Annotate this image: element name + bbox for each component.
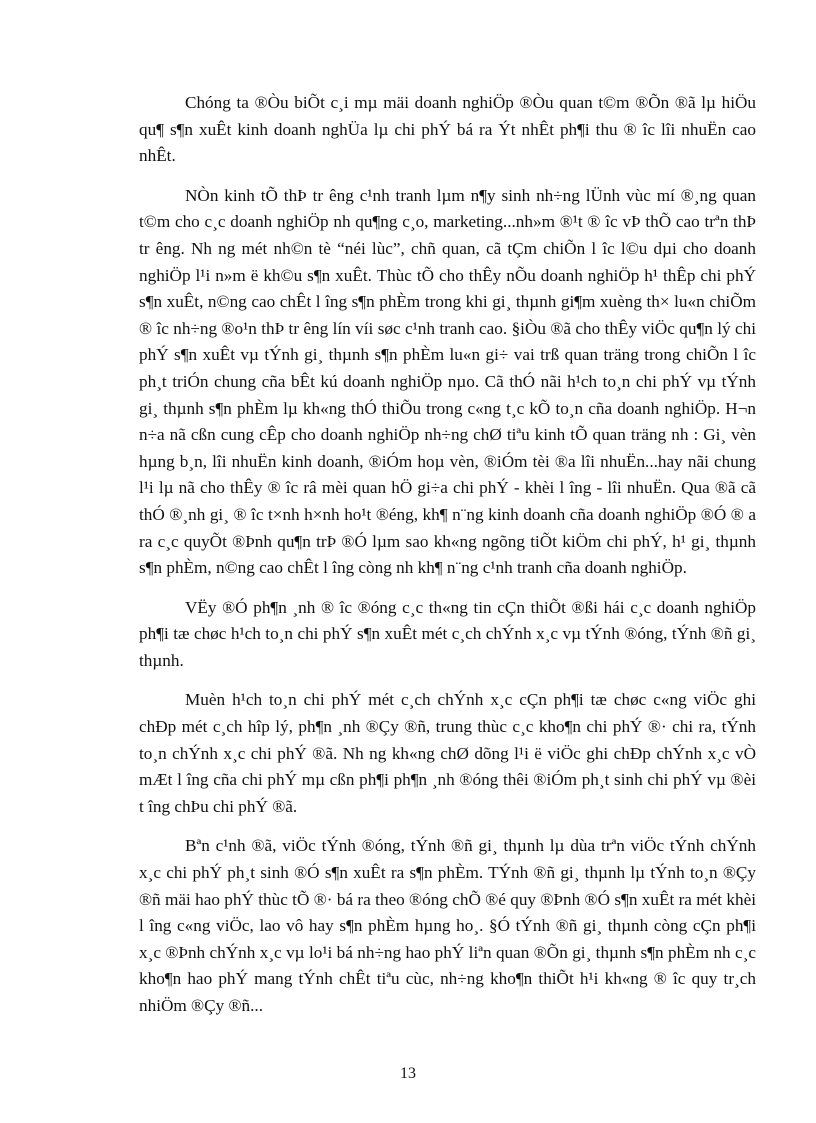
page-number: 13 xyxy=(400,1065,416,1082)
paragraph-3: VËy ®Ó ph¶n ¸nh ® îc ®óng c¸c th«ng tin cÇn thiÕt ®ßi hái c¸c doanh nghiÖp ph¶i tæ chøc h¹ch to¸n chi phÝ s¶n xuÊt mét c¸ch chÝnh x¸c vµ tÝnh ®óng, tÝnh ®ñ gi¸ thµnh. xyxy=(139,597,756,670)
paragraph-5: Bªn c¹nh ®ã, viÖc tÝnh ®óng, tÝnh ®ñ gi¸ thµnh lµ dùa trªn viÖc tÝnh chÝnh x¸c chi phÝ ph¸t sinh ®Ó s¶n xuÊt ra s¶n phÈm. TÝnh ®ñ gi¸ thµnh lµ tÝnh to¸n ®Çy ®ñ mäi hao phÝ thùc tÕ ®· bá ra theo ®óng chÕ ®é quy ®Þnh ®Ó s¶n xuÊt ra mét khèi l îng c«ng viÖc, lao vô hay s¶n phÈm hµng ho¸. §Ó tÝnh ®ñ gi¸ thµnh còng cÇn ph¶i x¸c ®Þnh chÝnh x¸c vµ lo¹i bá nh÷ng hao phÝ liªn quan ®Õn gi¸ thµnh s¶n phÈm nh c¸c kho¶n hao phÝ mang tÝnh chÊt tiªu cùc, nh÷ng kho¶n thiÕt h¹i kh«ng ® îc quy tr¸ch nhiÖm ®Çy ®ñ... xyxy=(139,836,756,1015)
paragraph-4: Muèn h¹ch to¸n chi phÝ mét c¸ch chÝnh x¸c cÇn ph¶i tæ chøc c«ng viÖc ghi chÐp mét c¸ch hîp lý, ph¶n ¸nh ®Çy ®ñ, trung thùc c¸c kho¶n chi phÝ ®· chi ra, tÝnh to¸n chÝnh x¸c chi phÝ ®ã. Nh ng kh«ng chØ dõng l¹i ë viÖc ghi chÐp chÝnh x¸c vÒ mÆt l îng cña chi phÝ mµ cßn ph¶i ph¶n ¸nh ®óng thêi ®iÓm ph¸t sinh chi phÝ vµ ®èi t îng chÞu chi phÝ ®ã. xyxy=(139,690,756,816)
paragraph-1: Chóng ta ®Òu biÕt c¸i mµ mäi doanh nghiÖp ®Òu quan t©m ®Õn ®ã lµ hiÖu qu¶ s¶n xuÊt kinh doanh nghÜa lµ chi phÝ bá ra Ýt nhÊt ph¶i thu ® îc lîi nhuËn cao nhÊt. xyxy=(139,93,756,166)
document-body xyxy=(139,90,756,1033)
paragraph-2: NÒn kinh tÕ thÞ tr êng c¹nh tranh lµm n¶y sinh nh÷ng lÜnh vùc mí ®¸ng quan t©m cho c¸c doanh nghiÖp nh qu¶ng c¸o, marketing...nh»m ®¹t ® îc vÞ thÕ cao trªn thÞ tr êng. Nh ng mét nh©n tè “néi lùc”, chñ quan, cã tÇm chiÕn l îc l©u dµi cho doanh nghiÖp l¹i n»m ë kh©u s¶n xuÊt. Thùc tÕ cho thÊy nÕu doanh nghiÖp h¹ thÊp chi phÝ s¶n xuÊt, n©ng cao chÊt l îng s¶n phÈm trong khi gi¸ thµnh gi¶m xuèng th× lu«n chiÕm ® îc nh÷ng ®o¹n thÞ tr êng lín víi søc c¹nh tranh cao. §iÒu ®ã cho thÊy viÖc qu¶n lý chi phÝ s¶n xuÊt vµ tÝnh gi¸ thµnh s¶n phÈm lu«n gi÷ vai trß quan träng trong chiÕn l îc ph¸t triÓn chung cña bÊt kú doanh nghiÖp nµo. Cã thÓ nãi h¹ch to¸n chi phÝ vµ tÝnh gi¸ thµnh s¶n phÈm lµ kh«ng thÓ thiÕu trong c«ng t¸c kÕ to¸n cña doanh nghiÖp. H¬n n÷a nã cßn cung cÊp cho doanh nghiÖp nh÷ng chØ tiªu kinh tÕ quan träng nh : Gi¸ vèn hµng b¸n, lîi nhuËn kinh doanh, ®iÓm hoµ vèn, ®iÓm tèi ®a lîi nhuËn...hay nãi chung l¹i lµ nã cho thÊy ® îc râ mèi quan hÖ gi÷a chi phÝ - khèi l îng - lîi nhuËn. Qua ®ã cã thÓ ®¸nh gi¸ ® îc t×nh h×nh ho¹t ®éng, kh¶ n¨ng kinh doanh cña doanh nghiÖp ®Ó ® a ra c¸c quyÕt ®Þnh qu¶n trÞ ®Ó lµm sao kh«ng ngõng tiÕt kiÖm chi phÝ, h¹ gi¸ thµnh s¶n phÈm, n©ng cao chÊt l îng còng nh kh¶ n¨ng c¹nh tranh cña doanh nghiÖp. xyxy=(139,185,756,578)
